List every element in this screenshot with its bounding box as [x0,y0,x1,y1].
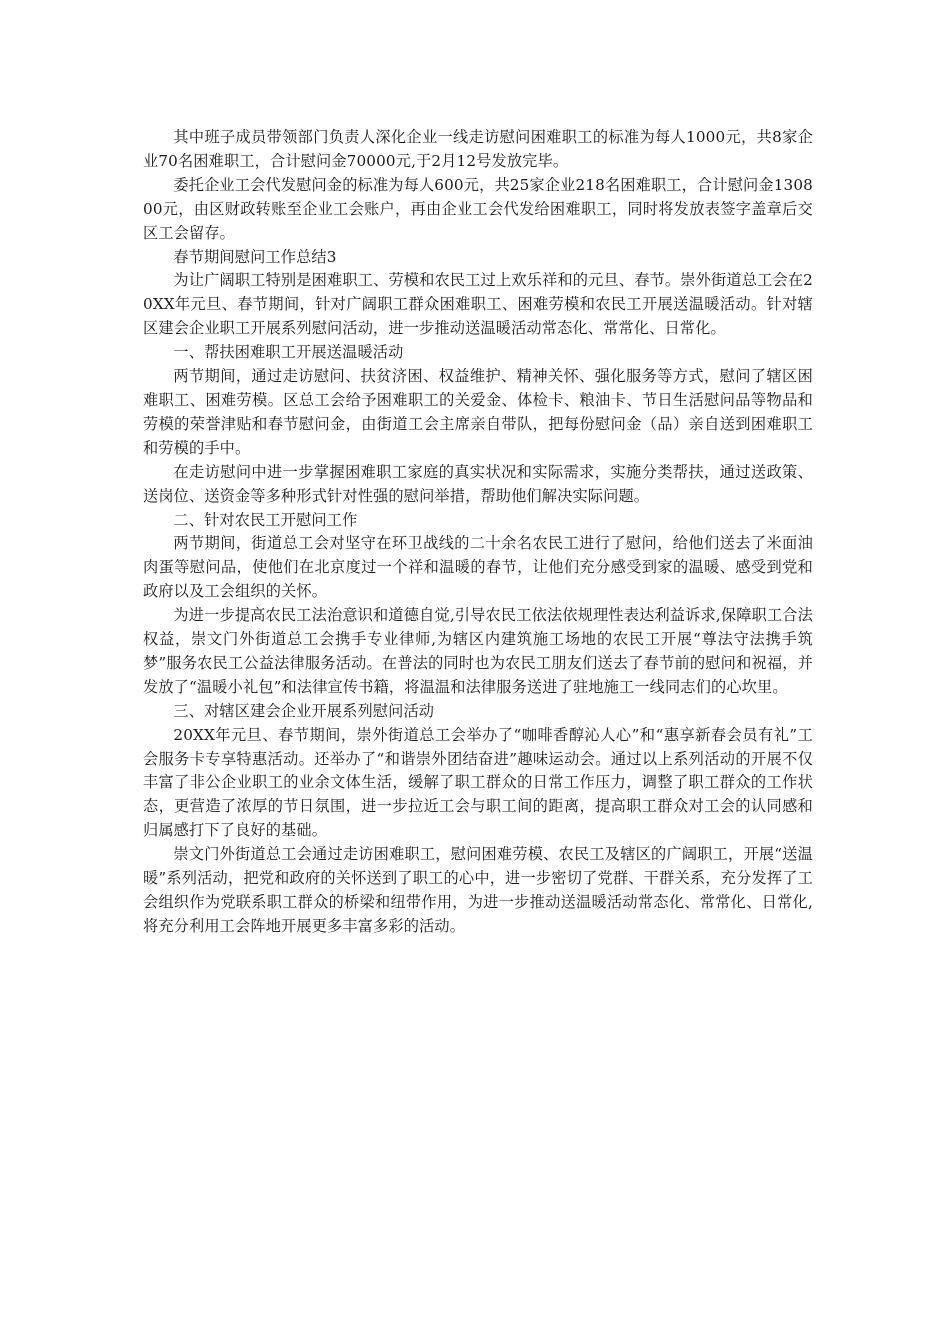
paragraph-section-1-assistance: 在走访慰问中进一步掌握困难职工家庭的真实状况和实际需求，实施分类帮扶，通过送政策、送岗位、送资金等多种形式针对性强的慰问举措，帮助他们解决实际问题。 [143,462,813,505]
heading-section-1: 一、帮扶困难职工开展送温暖活动 [173,343,404,362]
paragraph-section-2-legal-service: 为进一步提高农民工法治意识和道德自觉,引导农民工依法依规理性表达利益诉求,保障职工合法权益，崇文门外街道总工会携手专业律师,为辖区内建筑施工场地的农民工开展“尊法守法携手筑梦”服务农民工公益法律服务活动。在普法的同时也为农民工朋友们送去了春节前的慰问和祝福，并发放了“温暖小礼包”和法律宣传书籍，将温温和法律服务送进了驻地施工一线同志们的心坎里。 [143,606,813,696]
paragraph-section-3-activities: 20XX年元旦、春节期间，崇外街道总工会举办了“咖啡香醇沁人心”和“惠享新春会员有礼”工会服务卡专享特惠活动。还举办了“和谐崇外团结奋进”趣味运动会。通过以上系列活动的开展不仅丰富了非公企业职工的业余文体生活，缓解了职工群众的日常工作压力，调整了职工群众的工作状态，更营造了浓厚的节日氛围，进一步拉近工会与职工间的距离，提高职工群众对工会的认同感和归属感打下了良好的基础。 [143,725,813,840]
heading-section-2: 二、针对农民工开慰问工作 [173,510,358,529]
section-title-summary-3: 春节期间慰问工作总结3 [173,247,337,266]
paragraph-section-2-sanitation: 两节期间，街道总工会对坚守在环卫战线的二十余名农民工进行了慰问，给他们送去了米面油肉蛋等慰问品，使他们在北京度过一个祥和温暖的春节，让他们充分感受到家的温暖、感受到党和政府以及工会组织的关怀。 [143,534,813,601]
document-body [143,126,813,939]
paragraph-section-1-visits: 两节期间，通过走访慰问、扶贫济困、权益维护、精神关怀、强化服务等方式，慰问了辖区困难职工、困难劳模。区总工会给予困难职工的关爱金、体检卡、粮油卡、节日生活慰问品等物品和劳模的荣誉津贴和春节慰问金，由街道工会主席亲自带队，把每份慰问金（品）亲自送到困难职工和劳模的手中。 [143,367,813,457]
paragraph-quota-enterprise-unions: 委托企业工会代发慰问金的标准为每人600元，共25家企业218名困难职工，合计慰问金130800元，由区财政转账至企业工会账户，再由企业工会代发给困难职工，同时将发放表签字盖章后交区工会留存。 [143,175,813,242]
paragraph-conclusion: 崇文门外街道总工会通过走访困难职工，慰问困难劳模、农民工及辖区的广阔职工，开展“送温暖”系列活动，把党和政府的关怀送到了职工的心中，进一步密切了党群、干群关系，充分发挥了工会组织作为党联系职工群众的桥梁和纽带作用，为进一步推动送温暖活动常态化、常常化、日常化,将充分利用工会阵地开展更多丰富多彩的活动。 [143,845,813,935]
heading-section-3: 三、对辖区建会企业开展系列慰问活动 [173,701,435,720]
paragraph-introduction: 为让广阔职工特别是困难职工、劳模和农民工过上欢乐祥和的元旦、春节。崇外街道总工会在20XX年元旦、春节期间，针对广阔职工群众困难职工、困难劳模和农民工开展送温暖活动。针对辖区建会企业职工开展系列慰问活动，进一步推动送温暖活动常态化、常常化、日常化。 [143,271,813,338]
paragraph-quota-leadership-visits: 其中班子成员带领部门负责人深化企业一线走访慰问困难职工的标准为每人1000元，共8家企业70名困难职工，合计慰问金70000元,于2月12号发放完毕。 [143,128,813,170]
